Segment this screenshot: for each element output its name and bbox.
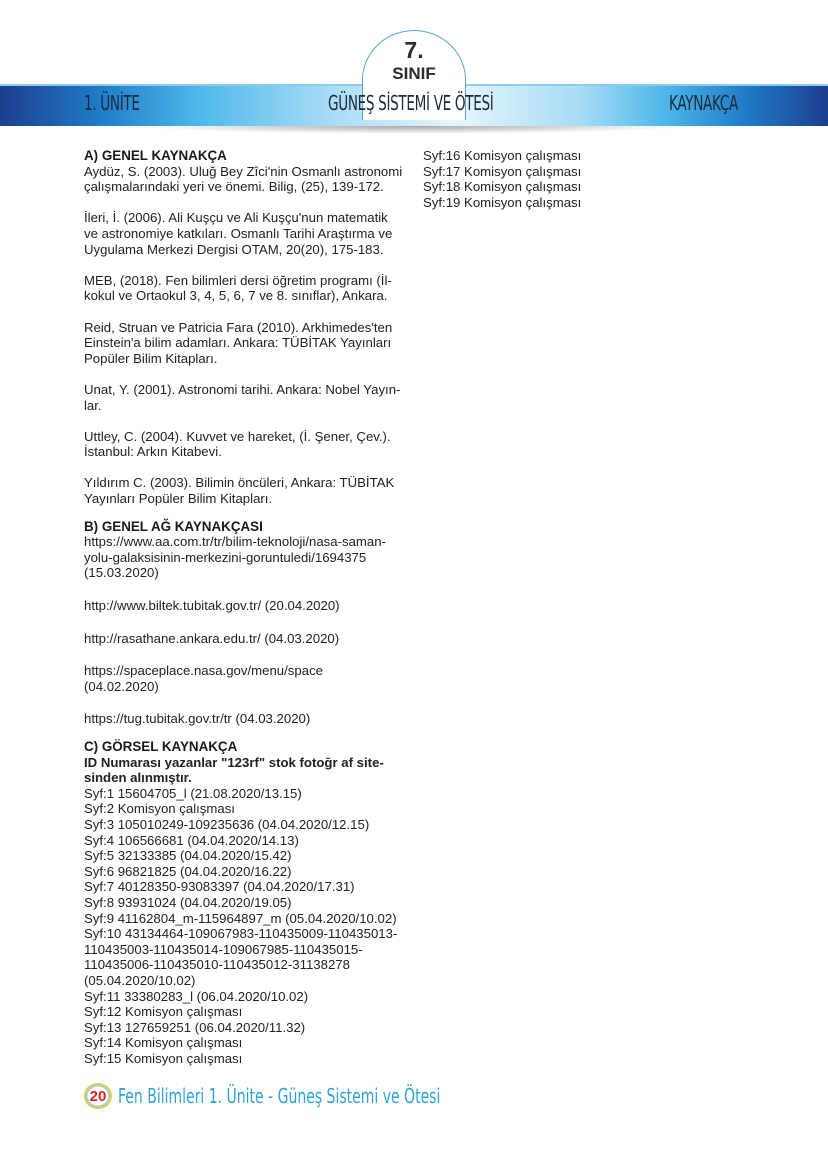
image-credit: Syf:18 Komisyon çalışması	[423, 179, 582, 195]
footer-title: Fen Bilimleri 1. Ünite - Güneş Sistemi ve Ötesi	[118, 1084, 441, 1108]
unit-title: GÜNEŞ SİSTEMİ VE ÖTESİ	[328, 91, 494, 115]
entry-line: çalışmalarındaki yeri ve önemi. Bilig, (25), 139-172.	[84, 179, 384, 195]
entry-line: Uygulama Merkezi Dergisi OTAM, 20(20), 175-183.	[84, 241, 384, 257]
image-credit: Syf:11 33380283_l (06.04.2020/10.02)	[84, 988, 309, 1004]
image-credit: Syf:15 Komisyon çalışması	[84, 1050, 243, 1066]
reference-entry	[84, 475, 412, 506]
section-label: KAYNAKÇA	[669, 91, 738, 115]
entry-line: Yıldırım C. (2003). Bilimin öncüleri, Ankara: TÜBİTAK	[84, 475, 395, 491]
image-credit: Syf:3 105010249-109235636 (04.04.2020/12.15)	[84, 816, 370, 832]
url-line: http://www.biltek.tubitak.gov.tr/ (20.04.2020)	[84, 598, 340, 614]
url-line: http://rasathane.ankara.edu.tr/ (04.03.2020)	[84, 630, 340, 646]
entry-line: Aydüz, S. (2003). Uluğ Bey Zîci'nin Osmanlı astronomi	[84, 163, 403, 179]
url-line: https://www.aa.com.tr/tr/bilim-teknoloji/nasa-saman-	[84, 534, 386, 550]
section-c	[84, 739, 412, 1066]
reference-entry	[84, 210, 412, 257]
source-note: sinden alınmıştır.	[84, 770, 192, 786]
image-credit: Syf:1 15604705_l (21.08.2020/13.15)	[84, 785, 302, 801]
reference-entry	[84, 164, 412, 195]
entry-line: Popüler Bilim Kitapları.	[84, 350, 218, 366]
image-credit: Syf:14 Komisyon çalışması	[84, 1035, 243, 1051]
image-credit: Syf:7 40128350-93083397 (04.04.2020/17.31)	[84, 879, 355, 895]
web-reference-entry	[84, 534, 412, 581]
header-shadow	[140, 126, 688, 134]
section-a	[84, 148, 412, 507]
section-a-heading: A) GENEL KAYNAKÇA	[84, 148, 227, 163]
image-credit: 110435003-110435014-109067985-110435015-	[84, 941, 363, 957]
entry-line: ve astronomiye katkıları. Osmanlı Tarihi Araştırma ve	[84, 225, 393, 241]
reference-entry	[84, 320, 412, 367]
entry-line: kokul ve Ortaokul 3, 4, 5, 6, 7 ve 8. sınıflar), Ankara.	[84, 288, 388, 304]
image-credit-list	[84, 786, 412, 1067]
page-number: 20	[89, 1087, 107, 1105]
entry-line: Yayınları Popüler Bilim Kitapları.	[84, 491, 273, 507]
image-credit: Syf:13 127659251 (06.04.2020/11.32)	[84, 1019, 306, 1035]
access-date: (15.03.2020)	[84, 565, 159, 581]
image-credit: 110435006-110435010-110435012-31138278	[84, 957, 350, 973]
entry-line: Unat, Y. (2001). Astronomi tarihi. Ankara: Nobel Yayın-	[84, 381, 401, 397]
entry-line: İstanbul: Arkın Kitabevi.	[84, 444, 222, 460]
section-c-heading: C) GÖRSEL KAYNAKÇA	[84, 739, 238, 754]
reference-entry	[84, 273, 412, 304]
web-reference-entry	[84, 663, 412, 694]
web-reference-entry	[84, 598, 412, 614]
url-line: https://spaceplace.nasa.gov/menu/space	[84, 663, 323, 679]
section-b	[84, 519, 412, 727]
image-credit: Syf:2 Komisyon çalışması	[84, 801, 235, 817]
entry-line: lar.	[84, 397, 102, 413]
section-b-heading: B) GENEL AĞ KAYNAKÇASI	[84, 518, 263, 534]
access-date: (04.02.2020)	[84, 678, 159, 694]
url-line: https://tug.tubitak.gov.tr/tr (04.03.2020)	[84, 711, 311, 727]
source-note: ID Numarası yazanlar "123rf" stok fotoğr af site-	[84, 754, 384, 770]
url-line: yolu-galaksisinin-merkezini-goruntuledi/1694375	[84, 549, 367, 565]
entry-line: MEB, (2018). Fen bilimleri dersi öğretim programı (İl-	[84, 272, 392, 288]
page-number-badge	[84, 1083, 112, 1109]
image-credit: Syf:4 106566681 (04.04.2020/14.13)	[84, 832, 299, 848]
grade-number: 7.	[404, 37, 424, 63]
web-reference-entry	[84, 711, 412, 727]
image-credit: Syf:12 Komisyon çalışması	[84, 1004, 243, 1020]
web-reference-entry	[84, 631, 412, 647]
image-credit: Syf:17 Komisyon çalışması	[423, 163, 582, 179]
image-credit: Syf:10 43134464-109067983-110435009-110435013-	[84, 926, 398, 942]
entry-line: Einstein'a bilim adamları. Ankara: TÜBİTAK Yayınları	[84, 335, 392, 351]
image-credit: Syf:6 96821825 (04.04.2020/16.22)	[84, 863, 292, 879]
image-credit: (05.04.2020/10.02)	[84, 972, 196, 988]
image-credit: Syf:8 93931024 (04.04.2020/19.05)	[84, 894, 292, 910]
entry-line: Uttley, C. (2004). Kuvvet ve hareket, (İ. Şener, Çev.).	[84, 428, 391, 444]
reference-entry	[84, 382, 412, 413]
image-credit: Syf:16 Komisyon çalışması	[423, 148, 582, 163]
image-credit: Syf:5 32133385 (04.04.2020/15.42)	[84, 848, 292, 864]
unit-label: 1. ÜNİTE	[84, 91, 140, 115]
grade-word: SINIF	[392, 64, 436, 83]
reference-entry	[84, 429, 412, 460]
left-column	[84, 148, 412, 1066]
page-footer	[84, 1083, 579, 1109]
entry-line: Reid, Struan ve Patricia Fara (2010). Arkhimedes'ten	[84, 319, 393, 335]
image-credit: Syf:19 Komisyon çalışması	[423, 194, 582, 210]
right-column	[423, 148, 623, 210]
image-credit: Syf:9 41162804_m-115964897_m (05.04.2020/10.02)	[84, 910, 397, 926]
entry-line: İleri, İ. (2006). Ali Kuşçu ve Ali Kuşçu'nun matematik	[84, 210, 388, 226]
